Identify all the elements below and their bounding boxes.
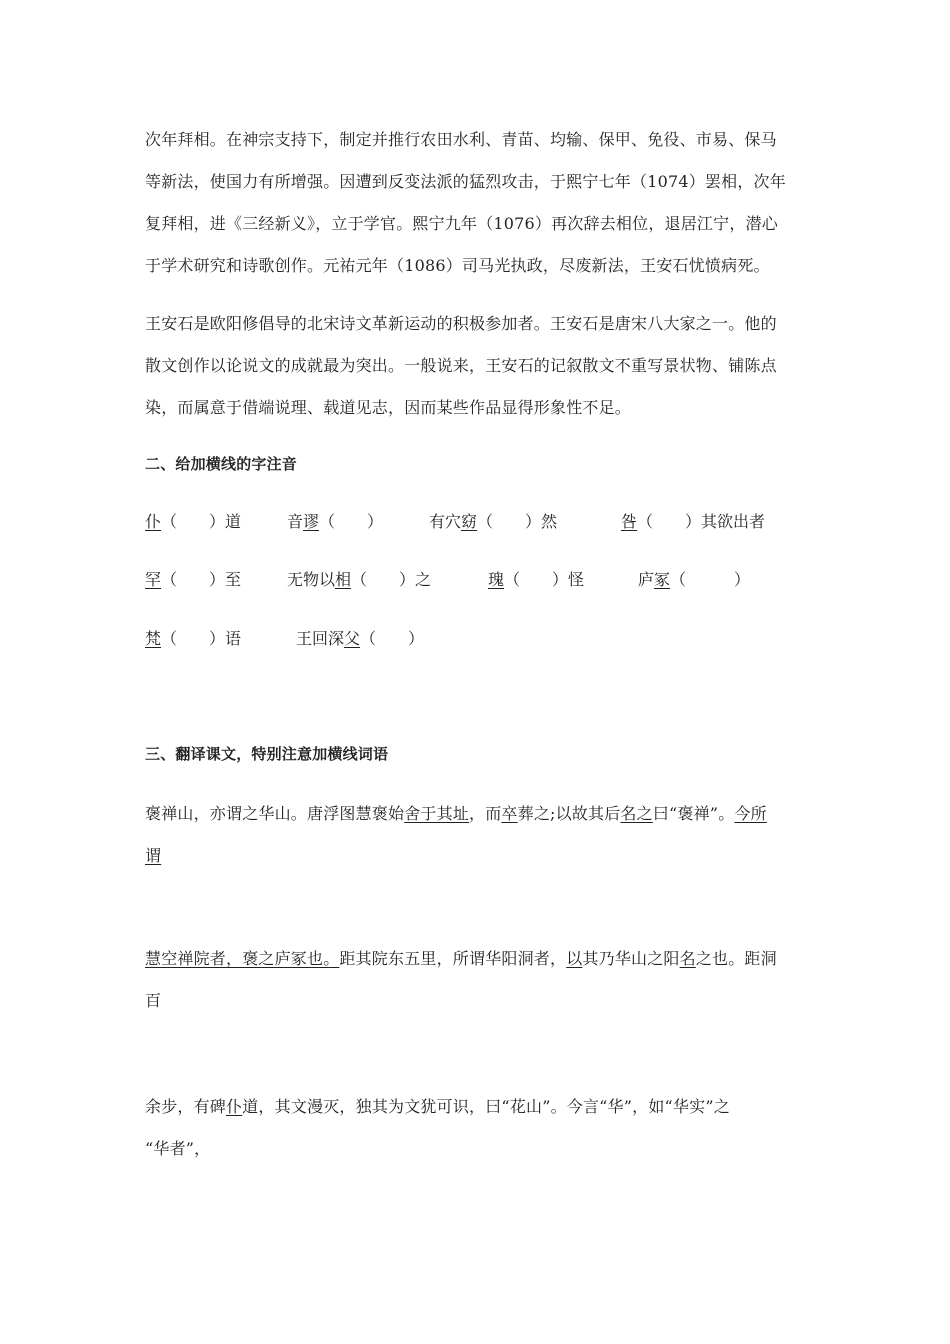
text-segment: 距其院东五里，所谓华阳洞者， — [339, 949, 567, 968]
prefix-text: 庐 — [638, 570, 655, 589]
pinyin-item — [145, 509, 241, 532]
underlined-char: 谬 — [303, 512, 320, 531]
text-segment: 葬之;以故其后 — [517, 804, 621, 823]
intro-line-2: 等新法，使国力有所增强。因遭到反变法派的猛烈攻击，于熙宁七年（1074）罢相，次年 — [145, 172, 786, 191]
intro-line-4: 于学术研究和诗歌创作。元祐元年（1086）司马光执政，尽废新法，王安石忧愤病死。 — [145, 256, 770, 275]
translation-line-3 — [145, 1094, 730, 1117]
pinyin-item — [287, 509, 383, 532]
answer-blank: （ ） — [319, 512, 384, 531]
prefix-text: 有穴 — [429, 512, 462, 531]
pinyin-item — [145, 567, 241, 590]
answer-blank: （ ）道 — [161, 512, 242, 531]
answer-blank: （ ） — [670, 570, 751, 589]
section3-heading: 三、翻译课文，特别注意加横线词语 — [145, 745, 389, 763]
intro-line-1: 次年拜相。在神宗支持下，制定并推行农田水利、青苗、均输、保甲、免役、市易、保马 — [145, 130, 777, 149]
text-segment: 余步，有碑 — [145, 1097, 227, 1116]
translation-line-2b: 百 — [145, 991, 162, 1010]
underlined-char: 窈 — [461, 512, 478, 531]
text-segment: 褒禅山，亦谓之华山。唐浮图慧褒始 — [145, 804, 405, 823]
answer-blank: （ ）语 — [161, 629, 242, 648]
underlined-phrase: 名 — [679, 949, 696, 968]
pinyin-item — [287, 567, 431, 590]
text-segment: 曰“褒禅”。 — [652, 804, 735, 823]
underlined-char: 冢 — [654, 570, 671, 589]
answer-blank: （ ）至 — [161, 570, 242, 589]
answer-blank: （ ）怪 — [504, 570, 585, 589]
para2-line-2: 散文创作以论说文的成就最为突出。一般说来，王安石的记叙散文不重写景状物、铺陈点 — [145, 356, 777, 375]
pinyin-item — [638, 567, 750, 590]
prefix-text: 无物以 — [287, 570, 336, 589]
pinyin-item — [488, 567, 584, 590]
section2-heading: 二、给加横线的字注音 — [145, 455, 298, 473]
para2-line-1: 王安石是欧阳修倡导的北宋诗文革新运动的积极参加者。王安石是唐宋八大家之一。他的 — [145, 314, 777, 333]
underlined-char: 父 — [344, 629, 361, 648]
prefix-text: 音 — [287, 512, 304, 531]
answer-blank: （ ） — [360, 629, 425, 648]
underlined-phrase: 谓 — [145, 846, 162, 865]
translation-line-1 — [145, 801, 767, 824]
answer-blank: （ ）然 — [477, 512, 558, 531]
text-segment: 道，其文漫灭，独其为文犹可识，曰“花山”。今言“华”，如“华实”之 — [242, 1097, 730, 1116]
underlined-phrase: 名之 — [620, 804, 653, 823]
para2-line-3: 染，而属意于借端说理、载道见志，因而某些作品显得形象性不足。 — [145, 398, 632, 417]
underlined-char: 咎 — [621, 512, 638, 531]
answer-blank: （ ）之 — [351, 570, 432, 589]
pinyin-item — [145, 626, 241, 649]
underlined-char: 梵 — [145, 629, 162, 648]
translation-line-1b — [145, 843, 161, 866]
underlined-phrase: 仆 — [226, 1097, 243, 1116]
answer-blank: （ ）其欲出者 — [637, 512, 766, 531]
underlined-phrase: 慧空禅院者，褒之庐冢也。 — [145, 949, 340, 968]
translation-line-2 — [145, 946, 777, 969]
prefix-text: 王回深 — [296, 629, 345, 648]
underlined-char: 相 — [335, 570, 352, 589]
text-segment: 之也。距洞 — [695, 949, 777, 968]
underlined-phrase: 舍于其址 — [404, 804, 470, 823]
text-segment: 其乃华山之阳 — [582, 949, 680, 968]
underlined-phrase: 今所 — [734, 804, 767, 823]
underlined-char: 罕 — [145, 570, 162, 589]
translation-line-3b: “华者”， — [145, 1139, 211, 1158]
pinyin-item — [296, 626, 424, 649]
pinyin-item — [429, 509, 557, 532]
underlined-char: 仆 — [145, 512, 162, 531]
underlined-phrase: 以 — [566, 949, 583, 968]
underlined-char: 瑰 — [488, 570, 505, 589]
pinyin-item — [621, 509, 765, 532]
intro-line-3: 复拜相，进《三经新义》，立于学官。熙宁九年（1076）再次辞去相位，退居江宁，潜心 — [145, 214, 778, 233]
underlined-phrase: 卒 — [501, 804, 518, 823]
text-segment: ，而 — [469, 804, 502, 823]
